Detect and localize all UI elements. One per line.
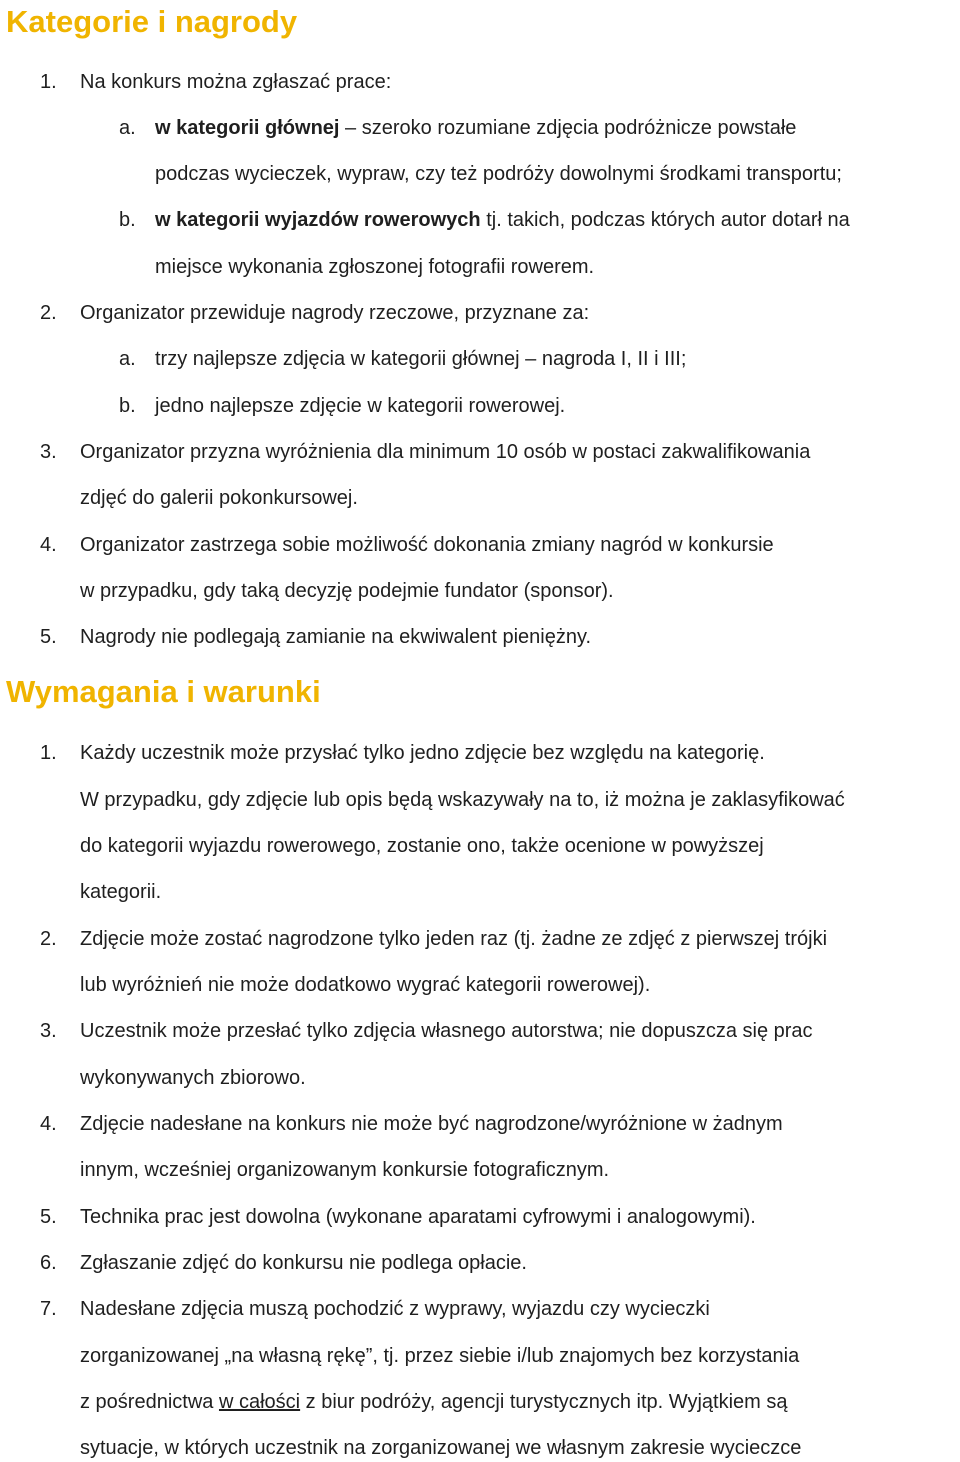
sub-item-line: miejsce wykonania zgłoszonej fotografii rowerem. — [155, 256, 595, 278]
item-text: Technika prac jest dowolna (wykonane aparatami cyfrowymi i analogowymi). — [80, 1206, 756, 1228]
item-number: 5. — [40, 1206, 57, 1228]
item-line: Zdjęcie może zostać nagrodzone tylko jeden raz (tj. żadne ze zdjęć z pierwszej trójki — [80, 928, 828, 950]
section-heading-categories: Kategorie i nagrody — [6, 4, 298, 39]
item-number: 7. — [40, 1298, 57, 1320]
item-line: Zdjęcie nadesłane na konkurs nie może być nagrodzone/wyróżnione w żadnym — [80, 1113, 783, 1135]
sub-item-marker: a. — [119, 348, 136, 370]
item-line: zdjęć do galerii pokonkursowej. — [80, 487, 358, 509]
item-line: Organizator zastrzega sobie możliwość dokonania zmiany nagród w konkursie — [80, 534, 774, 556]
underlined-phrase: w całości — [218, 1391, 301, 1413]
sub-item-marker: a. — [119, 117, 136, 139]
item-line: Organizator przyzna wyróżnienia dla minimum 10 osób w postaci zakwalifikowania — [80, 441, 811, 463]
item-number: 3. — [40, 1020, 57, 1042]
item-line: kategorii. — [80, 881, 162, 903]
item-text: Organizator przewiduje nagrody rzeczowe, przyznane za: — [80, 302, 590, 324]
section-heading-requirements: Wymagania i warunki — [6, 674, 321, 709]
item-line: Uczestnik może przesłać tylko zdjęcia własnego autorstwa; nie dopuszcza się prac — [80, 1020, 813, 1042]
sub-item-line: w kategorii wyjazdów rowerowych tj. takich, podczas których autor dotarł na — [155, 209, 850, 231]
bold-term: w kategorii wyjazdów rowerowych — [155, 209, 481, 231]
item-number: 6. — [40, 1252, 57, 1274]
item-number: 2. — [40, 302, 57, 324]
item-number: 4. — [40, 1113, 57, 1135]
item-number: 3. — [40, 441, 57, 463]
bold-term: w kategorii głównej — [155, 117, 340, 139]
item-line: lub wyróżnień nie może dodatkowo wygrać kategorii rowerowej). — [80, 974, 651, 996]
item-line: do kategorii wyjazdu rowerowego, zostanie ono, także ocenione w powyższej — [80, 835, 764, 857]
item-text: Na konkurs można zgłaszać prace: — [80, 71, 392, 93]
item-line: innym, wcześniej organizowanym konkursie fotograficznym. — [80, 1159, 610, 1181]
item-line: sytuacje, w których uczestnik na zorganizowanej we własnym zakresie wycieczce — [80, 1437, 802, 1459]
item-line: Każdy uczestnik może przysłać tylko jedno zdjęcie bez względu na kategorię. — [80, 742, 765, 764]
item-number: 1. — [40, 71, 57, 93]
item-number: 4. — [40, 534, 57, 556]
sub-item-marker: b. — [119, 395, 136, 417]
item-line: w przypadku, gdy taką decyzję podejmie fundator (sponsor). — [80, 580, 614, 602]
sub-item-line: w kategorii głównej – szeroko rozumiane zdjęcia podróżnicze powstałe — [155, 117, 797, 139]
item-number: 5. — [40, 626, 57, 648]
item-number: 2. — [40, 928, 57, 950]
item-text: Nagrody nie podlegają zamianie na ekwiwalent pieniężny. — [80, 626, 592, 648]
item-line: zorganizowanej „na własną rękę”, tj. przez siebie i/lub znajomych bez korzystania — [80, 1345, 800, 1367]
item-line: Nadesłane zdjęcia muszą pochodzić z wyprawy, wyjazdu czy wycieczki — [80, 1298, 710, 1320]
item-line: W przypadku, gdy zdjęcie lub opis będą wskazywały na to, iż można je zaklasyfikować — [80, 789, 845, 811]
item-line: z pośrednictwa w całości z biur podróży, agencji turystycznych itp. Wyjątkiem są — [80, 1391, 788, 1413]
sub-item-line: trzy najlepsze zdjęcia w kategorii głównej – nagroda I, II i III; — [155, 348, 687, 370]
item-number: 1. — [40, 742, 57, 764]
item-text: Zgłaszanie zdjęć do konkursu nie podlega opłacie. — [80, 1252, 527, 1274]
sub-item-line: jedno najlepsze zdjęcie w kategorii rowerowej. — [155, 395, 566, 417]
sub-item-marker: b. — [119, 209, 136, 231]
sub-item-line: podczas wycieczek, wypraw, czy też podróży dowolnymi środkami transportu; — [155, 163, 842, 185]
item-line: wykonywanych zbiorowo. — [80, 1067, 306, 1089]
